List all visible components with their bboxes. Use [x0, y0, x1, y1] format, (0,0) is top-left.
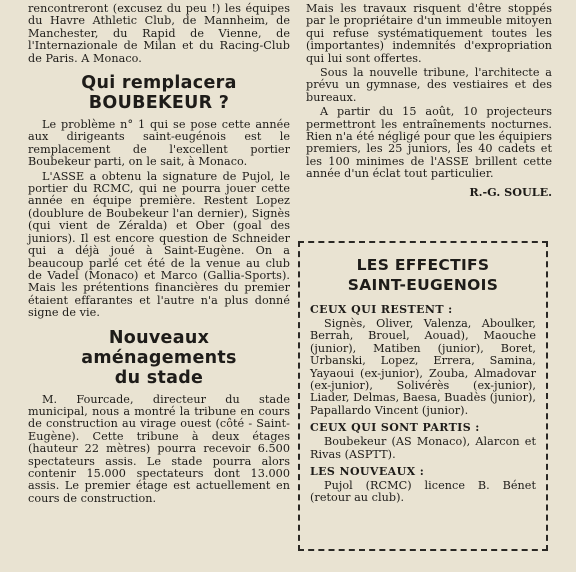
heading-nouveaux-amenagements: Nouveaux aménagements [81, 327, 237, 368]
box-title-line2: SAINT-EUGENOIS [347, 276, 499, 294]
list-restent: Signès, Oliver, Valenza, Aboulker, Berrah, Brouel, Aouad), Maouche (junior), Matiben (junior), Boret, Urbanski, Lopez, Errera, Samina, Yayaoui (ex-junior), Zouba, Almadovar (ex-junior), Solivérès (ex-junior), Liader, Delmas, Baesa, Buadès (junior), Papallardo Vincent (junior). [310, 317, 536, 417]
paragraph-travaux: Mais les travaux risquent d'être stoppés par le propriétaire d'un immeuble mitoyen qui refuse systématiquement toutes les (importantes) indemnités d'expropriation qui lui sont offertes. [306, 2, 552, 65]
subheading-restent: CEUX QUI RESTENT : [310, 303, 453, 316]
intro-paragraph: rencontreront (excusez du peu !) les équipes du Havre Athletic Club, de Mannheim, de Manchester, du Rapid de Vienne, de l'Internazionale de Milan et du Racing-Club de Paris. A Monaco. [28, 2, 290, 65]
paragraph-probleme: Le problème n° 1 qui se pose cette année aux dirigeants saint-eugénois est le remplacement de l'excellent portier Boubekeur parti, on le sait, à Monaco. [28, 118, 290, 169]
left-column [28, 3, 290, 505]
paragraph-projecteurs: A partir du 15 août, 10 projecteurs permettront les entraînements nocturnes. Rien n'a été négligé pour que les équipiers premiers, les 25 juniors, les 40 cadets et les 100 minimes de l'ASSE brillent cette année d'un éclat tout particulier. [306, 105, 552, 181]
right-column [306, 3, 552, 199]
list-nouveaux: Pujol (RCMC) licence B. Bénet (retour au club). [310, 479, 536, 505]
paragraph-fourcade: M. Fourcade, directeur du stade municipal, nous a montré la tribune en cours de construction au virage ouest (côté - Saint-Eugène). Cette tribune à deux étages (hauteur 22 mètres) pourra recevoir 6.500 spectateurs assis. Le stade pourra alors contenir 15.000 spectateurs dont 13.000 assis. Le premier étage est actuellement en cours de construction. [28, 392, 290, 505]
paragraph-tribune: Sous la nouvelle tribune, l'architecte a prévu un gymnase, des vestiaires et des bureaux. [306, 66, 552, 104]
author-signature: R.-G. SOULE. [469, 184, 552, 199]
heading-boubekeur: BOUBEKEUR ? [88, 93, 230, 114]
subheading-nouveaux: LES NOUVEAUX : [310, 465, 425, 479]
paragraph-asse-signature: L'ASSE a obtenu la signature de Pujol, le portier du RCMC, qui ne pourra jouer cette année en équipe première. Restent Lopez (doublure de Boubekeur l'an dernier), Signès (qui vient de Zéralda) et Ober (goal des juniors). Il est encore question de Schneider qui a déjà joué à Saint-Eugène. On a beaucoup parlé cet été de la venue au club de Vadel (Monaco) et Marco (Gallia-Sports). Mais les prétentions financières du premier étaient effarantes et l'autre n'a plus donné signe de vie. [28, 169, 290, 320]
heading-remplacera: Qui remplacera [81, 73, 237, 94]
box-title-effectifs [310, 255, 536, 295]
effectifs-box [298, 241, 548, 551]
list-partis: Boubekeur (AS Monaco), Alarcon et Rivas (ASPTT). [310, 435, 536, 461]
heading-du-stade: du stade [114, 367, 204, 388]
box-title-line1: LES EFFECTIFS [356, 256, 490, 274]
subheading-partis: CEUX QUI SONT PARTIS : [310, 421, 480, 435]
